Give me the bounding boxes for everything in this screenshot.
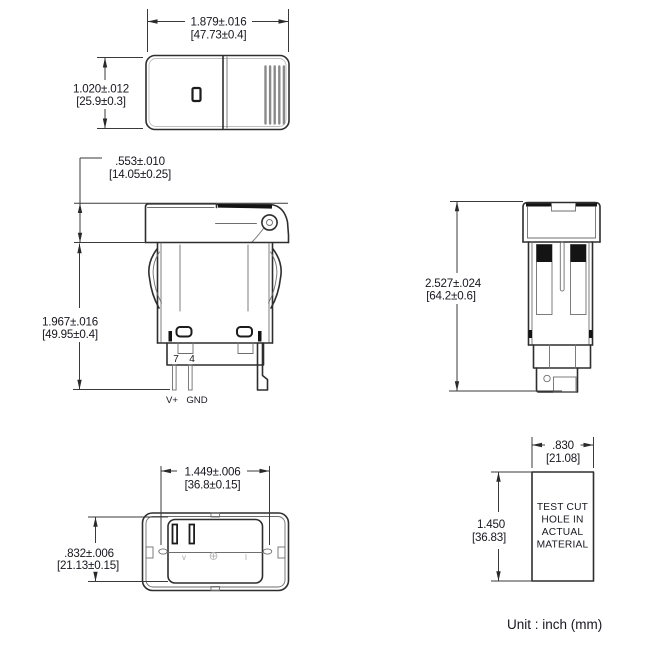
side-tab-right xyxy=(278,547,285,558)
dim-side-height-inch: 2.527±.024 xyxy=(425,277,481,290)
dim-front-length xyxy=(42,244,170,390)
dim-top-height xyxy=(73,58,143,129)
dim-bottom-width-inch: 1.449±.006 xyxy=(184,465,241,479)
dim-testcut-width-mm: [21.08] xyxy=(545,452,581,465)
body-slot-left xyxy=(177,327,192,337)
dim-front-bezel-mm: [14.05±0.25] xyxy=(109,168,171,181)
faint-mark-i: I xyxy=(244,553,248,562)
test-cut-label-1: TEST CUT xyxy=(536,502,589,513)
test-cut-hole xyxy=(532,472,594,581)
test-cut-label-3: ACTUAL xyxy=(541,527,584,538)
pin-vplus xyxy=(173,365,177,390)
mounting-clip-right xyxy=(269,249,282,308)
pin-gnd xyxy=(189,365,193,390)
dim-front-bezel xyxy=(74,155,288,243)
rocker-top-band xyxy=(218,206,272,207)
pin-number-4: 4 xyxy=(189,354,195,365)
unit-note: Unit : inch (mm) xyxy=(507,617,603,632)
dim-bottom-height-mm: [21.13±0.15] xyxy=(57,559,119,572)
dim-top-width-inch: 1.879±.016 xyxy=(190,15,247,29)
dim-testcut-width xyxy=(532,437,594,468)
dim-testcut-height-inch: 1.450 xyxy=(476,518,506,531)
top-view-outline xyxy=(146,56,289,130)
bottom-slot-1 xyxy=(173,525,178,544)
cap-outline xyxy=(523,203,600,243)
dim-testcut-height-mm: [36.83] xyxy=(471,531,507,544)
dim-front-bezel-inch: .553±.010 xyxy=(115,155,165,168)
foot-hole-icon xyxy=(544,375,550,381)
test-cut-label-4: MATERIAL xyxy=(536,539,589,551)
rocker-pivot-icon xyxy=(262,215,277,230)
front-view xyxy=(146,204,289,406)
pin-number-7: 7 xyxy=(173,354,179,365)
terminal-block xyxy=(167,343,264,365)
side-foot xyxy=(537,368,578,392)
terminal-label-gnd: GND xyxy=(186,395,208,406)
faint-cert-mark xyxy=(210,553,217,560)
top-view xyxy=(146,56,289,130)
center-pin xyxy=(560,242,564,291)
off-symbol-icon xyxy=(193,88,201,101)
dim-top-height-mm: [25.9±0.3] xyxy=(76,95,126,108)
dim-testcut-height xyxy=(472,472,532,581)
cap-top-notch xyxy=(552,204,576,212)
bottom-slot-2 xyxy=(190,525,195,544)
dim-top-width-mm: [47.73±0.4] xyxy=(190,28,247,42)
bezel-left xyxy=(146,204,216,243)
bottom-inner-body xyxy=(168,520,263,584)
mounting-clip-left xyxy=(149,249,162,308)
dim-front-length-mm: [49.95±0.4] xyxy=(42,328,98,341)
faint-mark-v: v xyxy=(182,553,186,562)
dim-bottom-width-mm: [36.8±0.15] xyxy=(184,478,241,492)
bottom-view xyxy=(143,513,289,591)
side-tab-left xyxy=(146,547,153,558)
terminal-label-vplus: V+ xyxy=(165,395,179,406)
dim-side-height xyxy=(425,202,562,392)
bottom-outline xyxy=(143,513,289,591)
dim-bottom-height-inch: .832±.006 xyxy=(64,547,114,560)
side-view xyxy=(523,203,600,393)
dim-top-height-inch: 1.020±.012 xyxy=(73,82,129,96)
snap-hook xyxy=(258,343,268,390)
dim-side-height-mm: [64.2±0.6] xyxy=(426,289,476,303)
rocker-grip-ridges xyxy=(266,67,284,124)
dim-top-width xyxy=(148,9,289,52)
test-cut-label-2: HOLE IN xyxy=(541,514,584,526)
body-slot-right xyxy=(237,327,252,337)
dim-front-length-inch: 1.967±.016 xyxy=(42,315,98,329)
dim-bottom-height xyxy=(57,517,168,582)
dim-testcut-width-inch: .830 xyxy=(552,439,574,452)
